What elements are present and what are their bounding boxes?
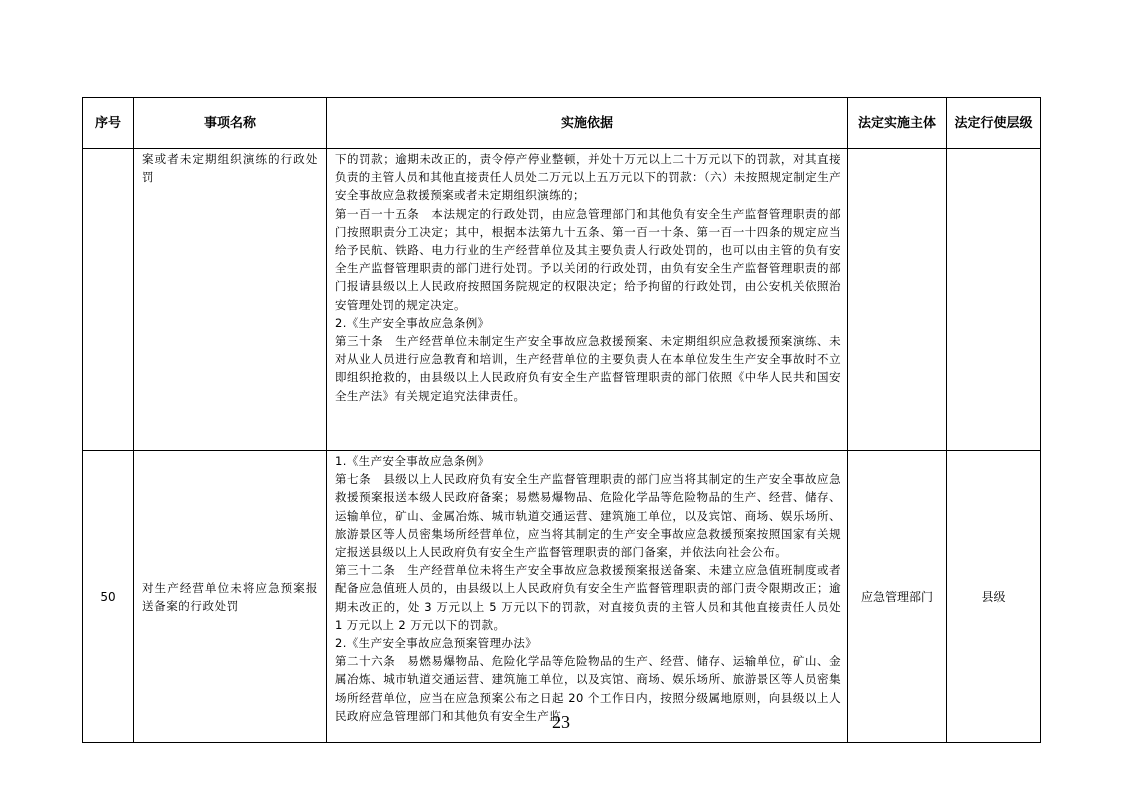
row-subject [848, 149, 947, 451]
header-subject: 法定实施主体 [848, 98, 947, 149]
basis-paragraph: 2.《生产安全事故应急条例》 [335, 315, 490, 330]
basis-paragraph: 第七条 县级以上人民政府负有安全生产监督管理职责的部门应当将其制定的生产安全事故应急救援预案报送本级人民政府备案；易燃易爆物品、危险化学品等危险物品的生产、经营、储存、运输单位，矿山、金属冶炼、城市轨道交通运营、建筑施工单位，以及宾馆、商场、娱乐场所、旅游景区等人员密集场所经营单位，应当将其制定的生产安全事故应急救援预案按照国家有关规定报送县级以上人民政府负有安全生产监督管理职责的部门备案，并依法向社会公布。 [335, 472, 841, 560]
row-name: 案或者未定期组织演练的行政处罚 [134, 149, 327, 451]
basis-paragraph: 第三十二条 生产经营单位未将生产安全事故应急救援预案报送备案、未建立应急值班制度或者配备应急值班人员的，由县级以上人民政府负有安全生产监督管理职责的部门责令限期改正；逾期未改正的，处 3 万元以上 5 万元以下的罚款，对直接负责的主管人员和其他直接责任人员处 1 万元以上 2 万元以下的罚款。 [335, 563, 841, 632]
row-name: 对生产经营单位未将应急预案报送备案的行政处罚 [134, 451, 327, 743]
basis-paragraph: 第三十条 生产经营单位未制定生产安全事故应急救援预案、未定期组织应急救援预案演练、未对从业人员进行应急教育和培训，生产经营单位的主要负责人在本单位发生生产安全事故时不立即组织抢救的，由县级以上人民政府负有安全生产监督管理职责的部门依照《中华人民共和国安全生产法》有关规定追究法律责任。 [335, 334, 841, 403]
row-level: 县级 [947, 451, 1041, 743]
row-subject: 应急管理部门 [848, 451, 947, 743]
basis-paragraph: 第一百一十五条 本法规定的行政处罚，由应急管理部门和其他负有安全生产监督管理职责的部门按照职责分工决定；其中，根据本法第九十五条、第一百一十条、第一百一十四条的规定应当给予民航、铁路、电力行业的生产经营单位及其主要负责人行政处罚的，也可以由主管的负有安全生产监督管理职责的部门进行处罚。予以关闭的行政处罚，由负有安全生产监督管理职责的部门报请县级以上人民政府按照国务院规定的权限决定；给予拘留的行政处罚，由公安机关依照治安管理处罚的规定决定。 [335, 206, 841, 312]
row-no: 50 [83, 451, 134, 743]
header-level: 法定行使层级 [947, 98, 1041, 149]
table-row [83, 451, 1041, 743]
header-basis: 实施依据 [327, 98, 848, 149]
basis-paragraph: 下的罚款；逾期未改正的，责令停产停业整顿，并处十万元以上二十万元以下的罚款，对其直接负责的主管人员和其他直接责任人员处二万元以上五万元以下的罚款：（六）未按照规定制定生产安全事故应急救援预案或者未定期组织演练的； [335, 152, 841, 203]
document-table [82, 97, 1041, 743]
header-name: 事项名称 [134, 98, 327, 149]
header-no: 序号 [83, 98, 134, 149]
basis-paragraph: 2.《生产安全事故应急预案管理办法》 [335, 636, 538, 651]
page-number: 23 [552, 712, 570, 732]
basis-paragraph: 第二十六条 易燃易爆物品、危险化学品等危险物品的生产、经营、储存、运输单位，矿山、金属冶炼、城市轨道交通运营、建筑施工单位，以及宾馆、商场、娱乐场所、旅游景区等人员密集场所经营单位，应当在应急预案公布之日起 20 个工作日内，按照分级属地原则，向县级以上人民政府应急管理部门和其他负有安全生产监 [335, 654, 841, 723]
row-basis [327, 149, 848, 451]
row-basis [327, 451, 848, 743]
row-level [947, 149, 1041, 451]
table-header-row [83, 98, 1041, 149]
table-row [83, 149, 1041, 451]
basis-paragraph: 1.《生产安全事故应急条例》 [335, 454, 490, 468]
row-no [83, 149, 134, 451]
